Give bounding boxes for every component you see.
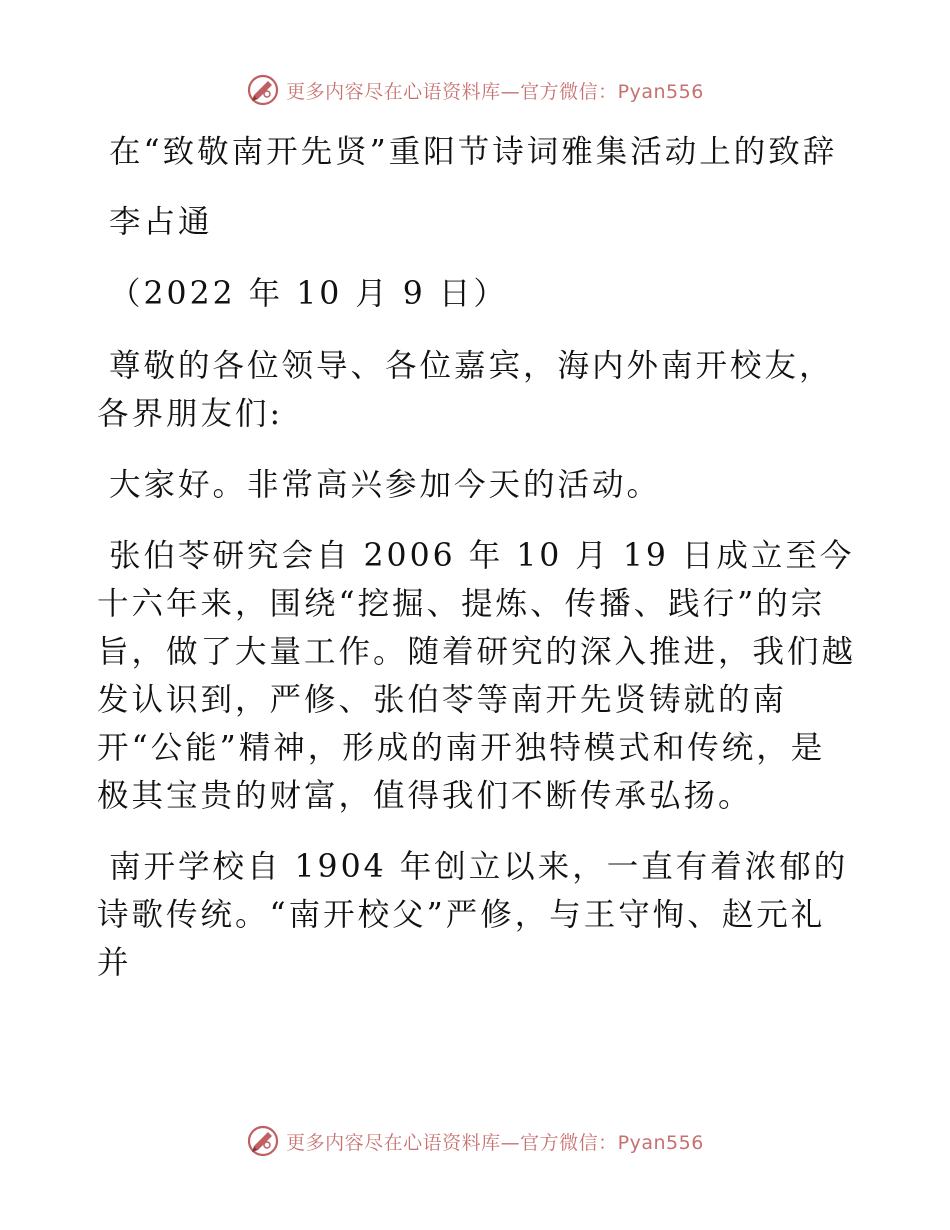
document-title: 在“致敬南开先贤”重阳节诗词雅集活动上的致辞 xyxy=(109,134,838,170)
paragraph-poetry-tradition: 南开学校自 1904 年创立以来，一直有着浓郁的诗歌传统。“南开校父”严修，与王守恂、赵元礼并 xyxy=(97,849,849,981)
watermark-text: 更多内容尽在心语资料库—官方微信：Pyan556 xyxy=(286,1131,704,1154)
paragraph-research-society: 张伯苓研究会自 2006 年 10 月 19 日成立至今十六年来，围绕“挖掘、提炼、传播、践行”的宗旨，做了大量工作。随着研究的深入推进，我们越发认识到，严修、张伯苓等南开先贤铸就的南开“公能”精神，形成的南开独特模式和传统，是极其宝贵的财富，值得我们不断传承弘扬。 xyxy=(97,538,857,814)
document-author: 李占通 xyxy=(109,204,213,240)
watermark-header xyxy=(0,70,950,110)
watermark-footer xyxy=(0,1121,950,1161)
paragraph-opening: 大家好。非常高兴参加今天的活动。 xyxy=(109,467,662,503)
watermark-logo-icon xyxy=(246,1124,280,1158)
document-date: （2022 年 10 月 9 日） xyxy=(109,276,508,312)
watermark-logo-icon xyxy=(246,73,280,107)
document-body xyxy=(97,128,857,1010)
watermark-text: 更多内容尽在心语资料库—官方微信：Pyan556 xyxy=(286,80,704,103)
paragraph-greeting: 尊敬的各位领导、各位嘉宾，海内外南开校友，各界朋友们: xyxy=(97,348,834,432)
